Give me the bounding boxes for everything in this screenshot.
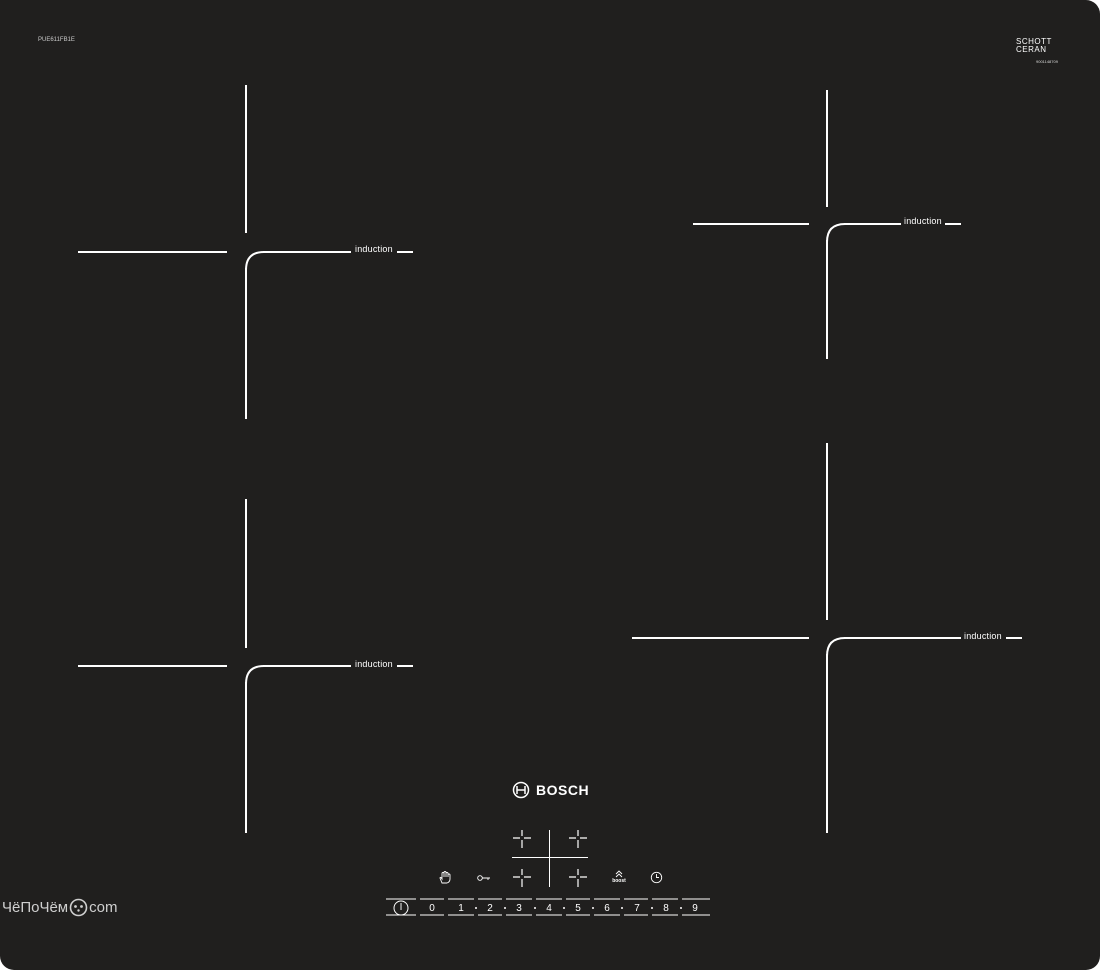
key-icon <box>477 874 491 882</box>
watermark <box>2 898 117 917</box>
zone-marker-horizontal <box>263 251 351 253</box>
boost-chevron-icon <box>609 869 629 878</box>
slider-separator-dot <box>563 907 565 909</box>
zone-marker-horizontal <box>632 637 809 639</box>
zone-marker-corner <box>825 636 845 656</box>
zone-label: induction <box>904 216 942 226</box>
slider-level-6[interactable]: 6 <box>604 903 610 914</box>
slider-level-2[interactable]: 2 <box>487 903 493 914</box>
zone-cross-icon <box>569 830 587 848</box>
zone-select-back-right-button[interactable] <box>569 830 587 848</box>
zone-label: induction <box>964 631 1002 641</box>
zone-marker-horizontal <box>397 251 413 253</box>
power-button[interactable] <box>393 900 409 916</box>
brand-name: BOSCH <box>536 782 590 798</box>
slider-level-8[interactable]: 8 <box>663 903 669 914</box>
keep-warm-button[interactable] <box>477 874 491 882</box>
slider-level-7[interactable]: 7 <box>634 903 640 914</box>
slider-separator-dot <box>592 907 594 909</box>
zone-cross-icon <box>569 869 587 887</box>
watermark-text-left: ЧёПоЧём <box>2 899 69 916</box>
slider-level-1[interactable]: 1 <box>458 903 464 914</box>
zone-label: induction <box>355 659 393 669</box>
zone-marker-horizontal <box>78 665 227 667</box>
slider-separator-dot <box>534 907 536 909</box>
slider-separator-dot <box>504 907 506 909</box>
bosch-logo <box>512 781 589 799</box>
slider-separator-dot <box>651 907 653 909</box>
slider-level-9[interactable]: 9 <box>692 903 698 914</box>
glass-brand-line1: SCHOTT <box>1016 37 1052 46</box>
clock-icon <box>650 871 663 884</box>
zone-marker-horizontal <box>693 223 809 225</box>
watermark-text-right: com <box>89 899 118 916</box>
zone-marker-corner <box>244 664 264 684</box>
slider-level-3[interactable]: 3 <box>516 903 522 914</box>
timer-button[interactable] <box>650 871 663 884</box>
zone-marker-vertical <box>245 499 247 648</box>
slider-level-5[interactable]: 5 <box>575 903 581 914</box>
zone-marker-horizontal <box>78 251 227 253</box>
boost-button[interactable] <box>609 869 629 884</box>
glass-brand-line2: CERAN <box>1016 45 1047 54</box>
zone-cross-icon <box>513 869 531 887</box>
zone-selector-divider-vertical <box>549 830 550 887</box>
slider-separator-dot <box>680 907 682 909</box>
power-symbol: I <box>399 902 403 913</box>
zone-marker-horizontal <box>844 637 961 639</box>
zone-marker-vertical <box>826 240 828 359</box>
zone-selector-divider-horizontal <box>512 857 588 858</box>
zone-select-front-left-button[interactable] <box>513 869 531 887</box>
glass-brand-logo <box>1016 38 1058 66</box>
slider-separator-dot <box>621 907 623 909</box>
zone-select-back-left-button[interactable] <box>513 830 531 848</box>
zone-cross-icon <box>513 830 531 848</box>
zone-marker-vertical <box>826 90 828 207</box>
zone-marker-horizontal <box>945 223 961 225</box>
zone-marker-corner <box>244 250 264 270</box>
zone-marker-horizontal <box>844 223 901 225</box>
zone-marker-corner <box>825 222 845 242</box>
zone-marker-vertical <box>245 85 247 233</box>
child-lock-button[interactable] <box>439 871 451 884</box>
zone-marker-vertical <box>245 682 247 833</box>
zone-marker-vertical <box>245 268 247 419</box>
glass-code: 9001148709 <box>1036 59 1058 64</box>
zone-marker-horizontal <box>263 665 351 667</box>
model-number: PUE611FB1E <box>38 37 75 43</box>
slider-separator-dot <box>475 907 477 909</box>
watermark-logo-icon <box>69 898 88 917</box>
bosch-armature-icon <box>512 781 530 799</box>
zone-marker-horizontal <box>397 665 413 667</box>
zone-marker-vertical <box>826 654 828 833</box>
zone-marker-vertical <box>826 443 828 620</box>
zone-label: induction <box>355 244 393 254</box>
zone-marker-horizontal <box>1006 637 1022 639</box>
slider-level-0[interactable]: 0 <box>429 903 435 914</box>
zone-select-front-right-button[interactable] <box>569 869 587 887</box>
boost-label: boost <box>612 878 626 884</box>
hand-icon <box>439 871 451 884</box>
slider-level-4[interactable]: 4 <box>546 903 552 914</box>
